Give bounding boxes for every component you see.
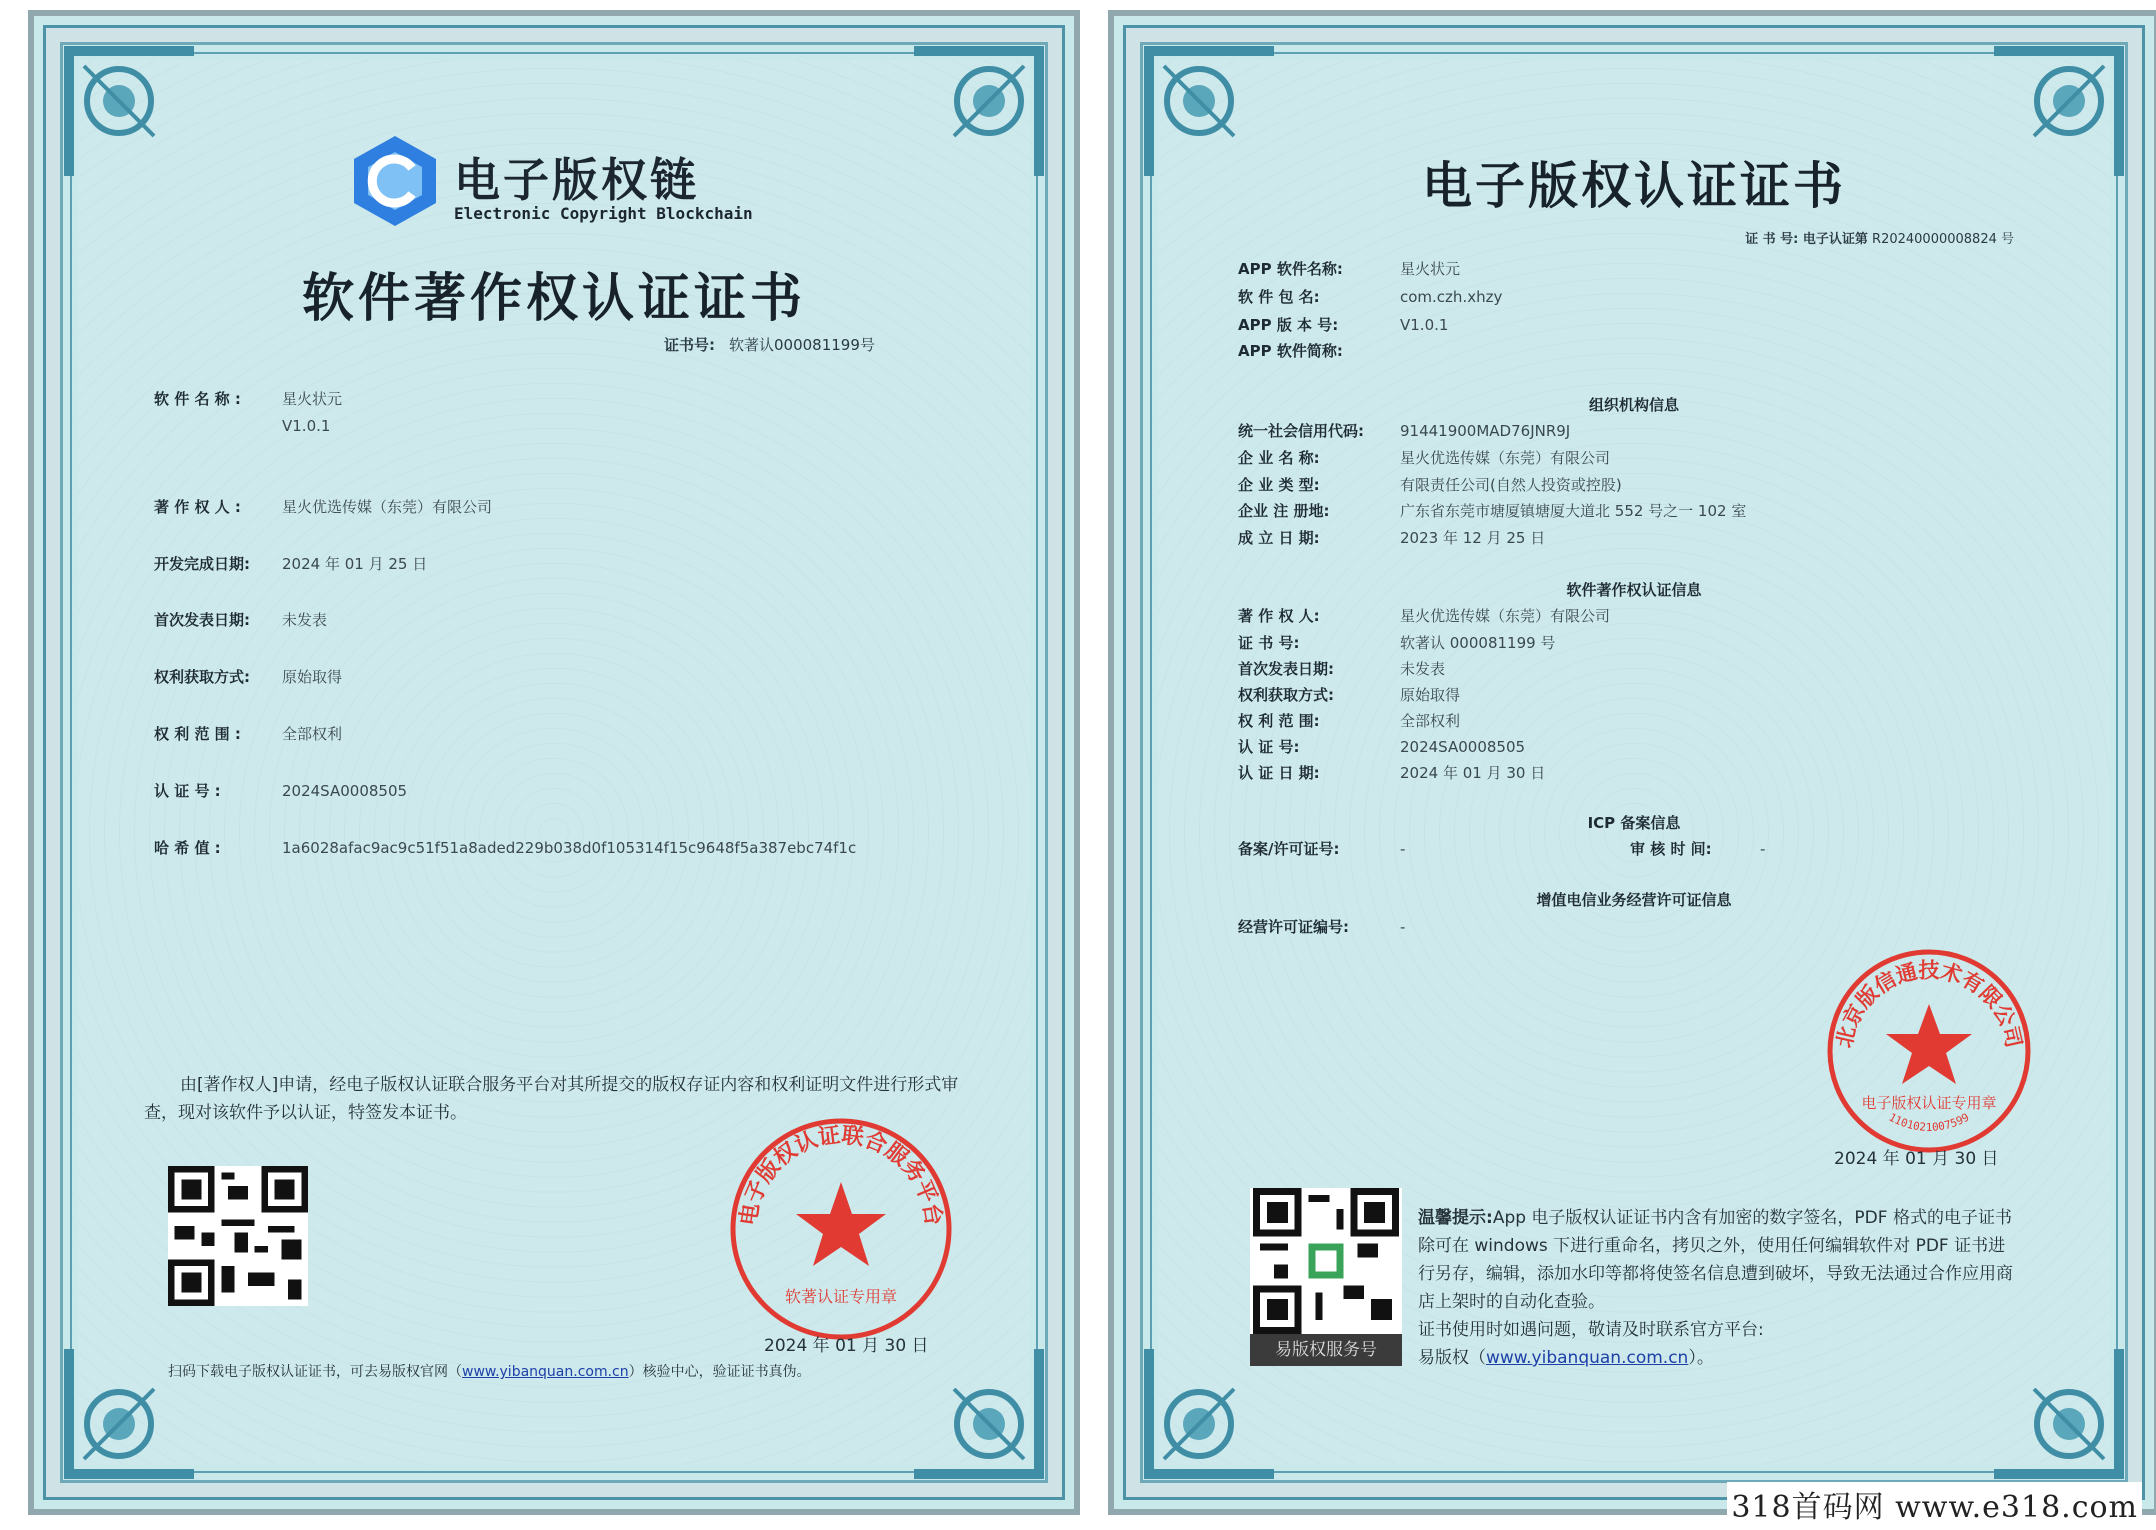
certificate-number: 证 书 号: 电子认证第 R20240000008824 号 — [1745, 232, 2014, 247]
software-field-row: 认 证 号: 2024SA0008505 — [1238, 738, 1526, 756]
icp-field-row: 备案/许可证号: - — [1238, 840, 1406, 858]
icp-review-row: 审 核 时 间: - — [1630, 840, 1766, 858]
issue-date: 2024 年 01 月 30 日 — [1834, 1149, 1999, 1169]
software-field-row: 权 利 范 围: 全部权利 — [1238, 712, 1461, 730]
section-title-vat: 增值电信业务经营许可证信息 — [1536, 891, 1732, 909]
official-site-link[interactable]: www.yibanquan.com.cn — [462, 1364, 629, 1380]
qr-caption: 易版权服务号 — [1250, 1334, 1402, 1366]
software-field-row: 认 证 日 期: 2024 年 01 月 30 日 — [1238, 764, 1546, 782]
software-field-row: 首次发表日期: 未发表 — [1238, 660, 1446, 678]
wechat-qr-code-icon[interactable] — [1250, 1188, 1402, 1334]
app-field-row: APP 软件名称: 星火状元 — [1238, 260, 1461, 278]
field-row: 软 件 名 称 : 星火状元 — [154, 390, 343, 408]
software-field-row: 著 作 权 人: 星火优选传媒（东莞）有限公司 — [1238, 607, 1611, 625]
software-copyright-certificate — [28, 10, 1080, 1515]
org-field-row: 企 业 类 型: 有限责任公司(自然人投资或控股) — [1238, 476, 1622, 494]
field-row: V1.0.1 — [282, 417, 331, 435]
warm-reminder: 温馨提示:App 电子版权认证证书内含有加密的数字签名，PDF 格式的电子证书除可在 windows 下进行重命名，拷贝之外，使用任何编辑软件对 PDF 证书进行另存，编辑，添加水印等都将使签名信息遭到破坏，导致无法通过合作应用商店上架时的自动化查验。 证书使用时如遇问题，敬请及时联系官方平台: 易版权（www.yibanquan.com.cn）。 — [1418, 1208, 2013, 1368]
issue-date: 2024 年 01 月 30 日 — [764, 1336, 929, 1356]
site-watermark: 318首码网 www.e318.com — [1727, 1482, 2142, 1526]
app-field-row: APP 软件简称: — [1238, 342, 1343, 360]
vat-field-row: 经营许可证编号: - — [1238, 918, 1406, 936]
field-row: 开发完成日期: 2024 年 01 月 25 日 — [154, 555, 428, 573]
logo-english-name: Electronic Copyright Blockchain — [454, 204, 753, 223]
field-row: 哈 希 值 : 1a6028afac9ac9c51f51a8aded229b038d0f105314f15c9648f5a387ebc74f1c — [154, 839, 857, 857]
verification-footer: 扫码下载电子版权认证证书，可去易版权官网（www.yibanquan.com.cn）核验中心，验证证书真伪。 — [168, 1364, 811, 1380]
blockchain-logo-icon — [352, 134, 438, 228]
electronic-copyright-certificate — [1108, 10, 2156, 1515]
software-field-row: 权利获取方式: 原始取得 — [1238, 686, 1461, 704]
svg-text:电子版权认证联合服务平台: 电子版权认证联合服务平台 — [736, 1123, 946, 1228]
official-site-link[interactable]: www.yibanquan.com.cn — [1486, 1348, 1689, 1368]
qr-code-icon[interactable] — [168, 1166, 308, 1306]
certificate-title: 软件著作权认证证书 — [301, 269, 806, 329]
field-row: 首次发表日期: 未发表 — [154, 611, 328, 629]
app-field-row: APP 版 本 号: V1.0.1 — [1238, 316, 1449, 334]
org-field-row: 企 业 名 称: 星火优选传媒（东莞）有限公司 — [1238, 449, 1611, 467]
field-row: 权利获取方式: 原始取得 — [154, 668, 343, 686]
certificate-title: 电子版权认证证书 — [1422, 157, 1846, 215]
org-field-row: 成 立 日 期: 2023 年 12 月 25 日 — [1238, 529, 1546, 547]
corner-ornament-icon — [914, 1349, 1044, 1479]
section-title-icp: ICP 备案信息 — [1587, 814, 1681, 832]
field-row: 著 作 权 人 : 星火优选传媒（东莞）有限公司 — [154, 498, 493, 516]
org-field-row: 企业 注 册地: 广东省东莞市塘厦镇塘厦大道北 552 号之一 102 室 — [1238, 502, 1747, 520]
official-seal-icon — [1824, 946, 2034, 1156]
svg-text:1101021007599: 1101021007599 — [1886, 1110, 1972, 1134]
svg-text:软著认证专用章: 软著认证专用章 — [784, 1287, 898, 1306]
svg-text:电子版权认证专用章: 电子版权认证专用章 — [1861, 1094, 1997, 1112]
section-title-software: 软件著作权认证信息 — [1566, 581, 1702, 599]
issuance-statement: 由[著作权人]申请，经电子版权认证联合服务平台对其所提交的版权存证内容和权利证明文件进行形式审查，现对该软件予以认证，特签发本证书。 — [144, 1075, 959, 1123]
org-field-row: 统一社会信用代码: 91441900MAD76JNR9J — [1238, 422, 1571, 440]
corner-ornament-icon — [914, 46, 1044, 176]
corner-ornament-icon — [1144, 1349, 1274, 1479]
certificate-number: 证书号: 软著认000081199号 — [664, 336, 875, 354]
svg-text:北京版信通技术有限公司: 北京版信通技术有限公司 — [1832, 958, 2026, 1050]
section-title-org: 组织机构信息 — [1588, 396, 1679, 414]
app-field-row: 软 件 包 名: com.czh.xhzy — [1238, 288, 1503, 306]
corner-ornament-icon — [64, 46, 194, 176]
software-field-row: 证 书 号: 软著认 000081199 号 — [1238, 634, 1556, 652]
field-row: 权 利 范 围 : 全部权利 — [154, 725, 343, 743]
field-row: 认 证 号 : 2024SA0008505 — [154, 782, 408, 800]
logo-chinese-name: 电子版权链 — [454, 153, 699, 207]
official-seal-icon — [726, 1114, 956, 1344]
